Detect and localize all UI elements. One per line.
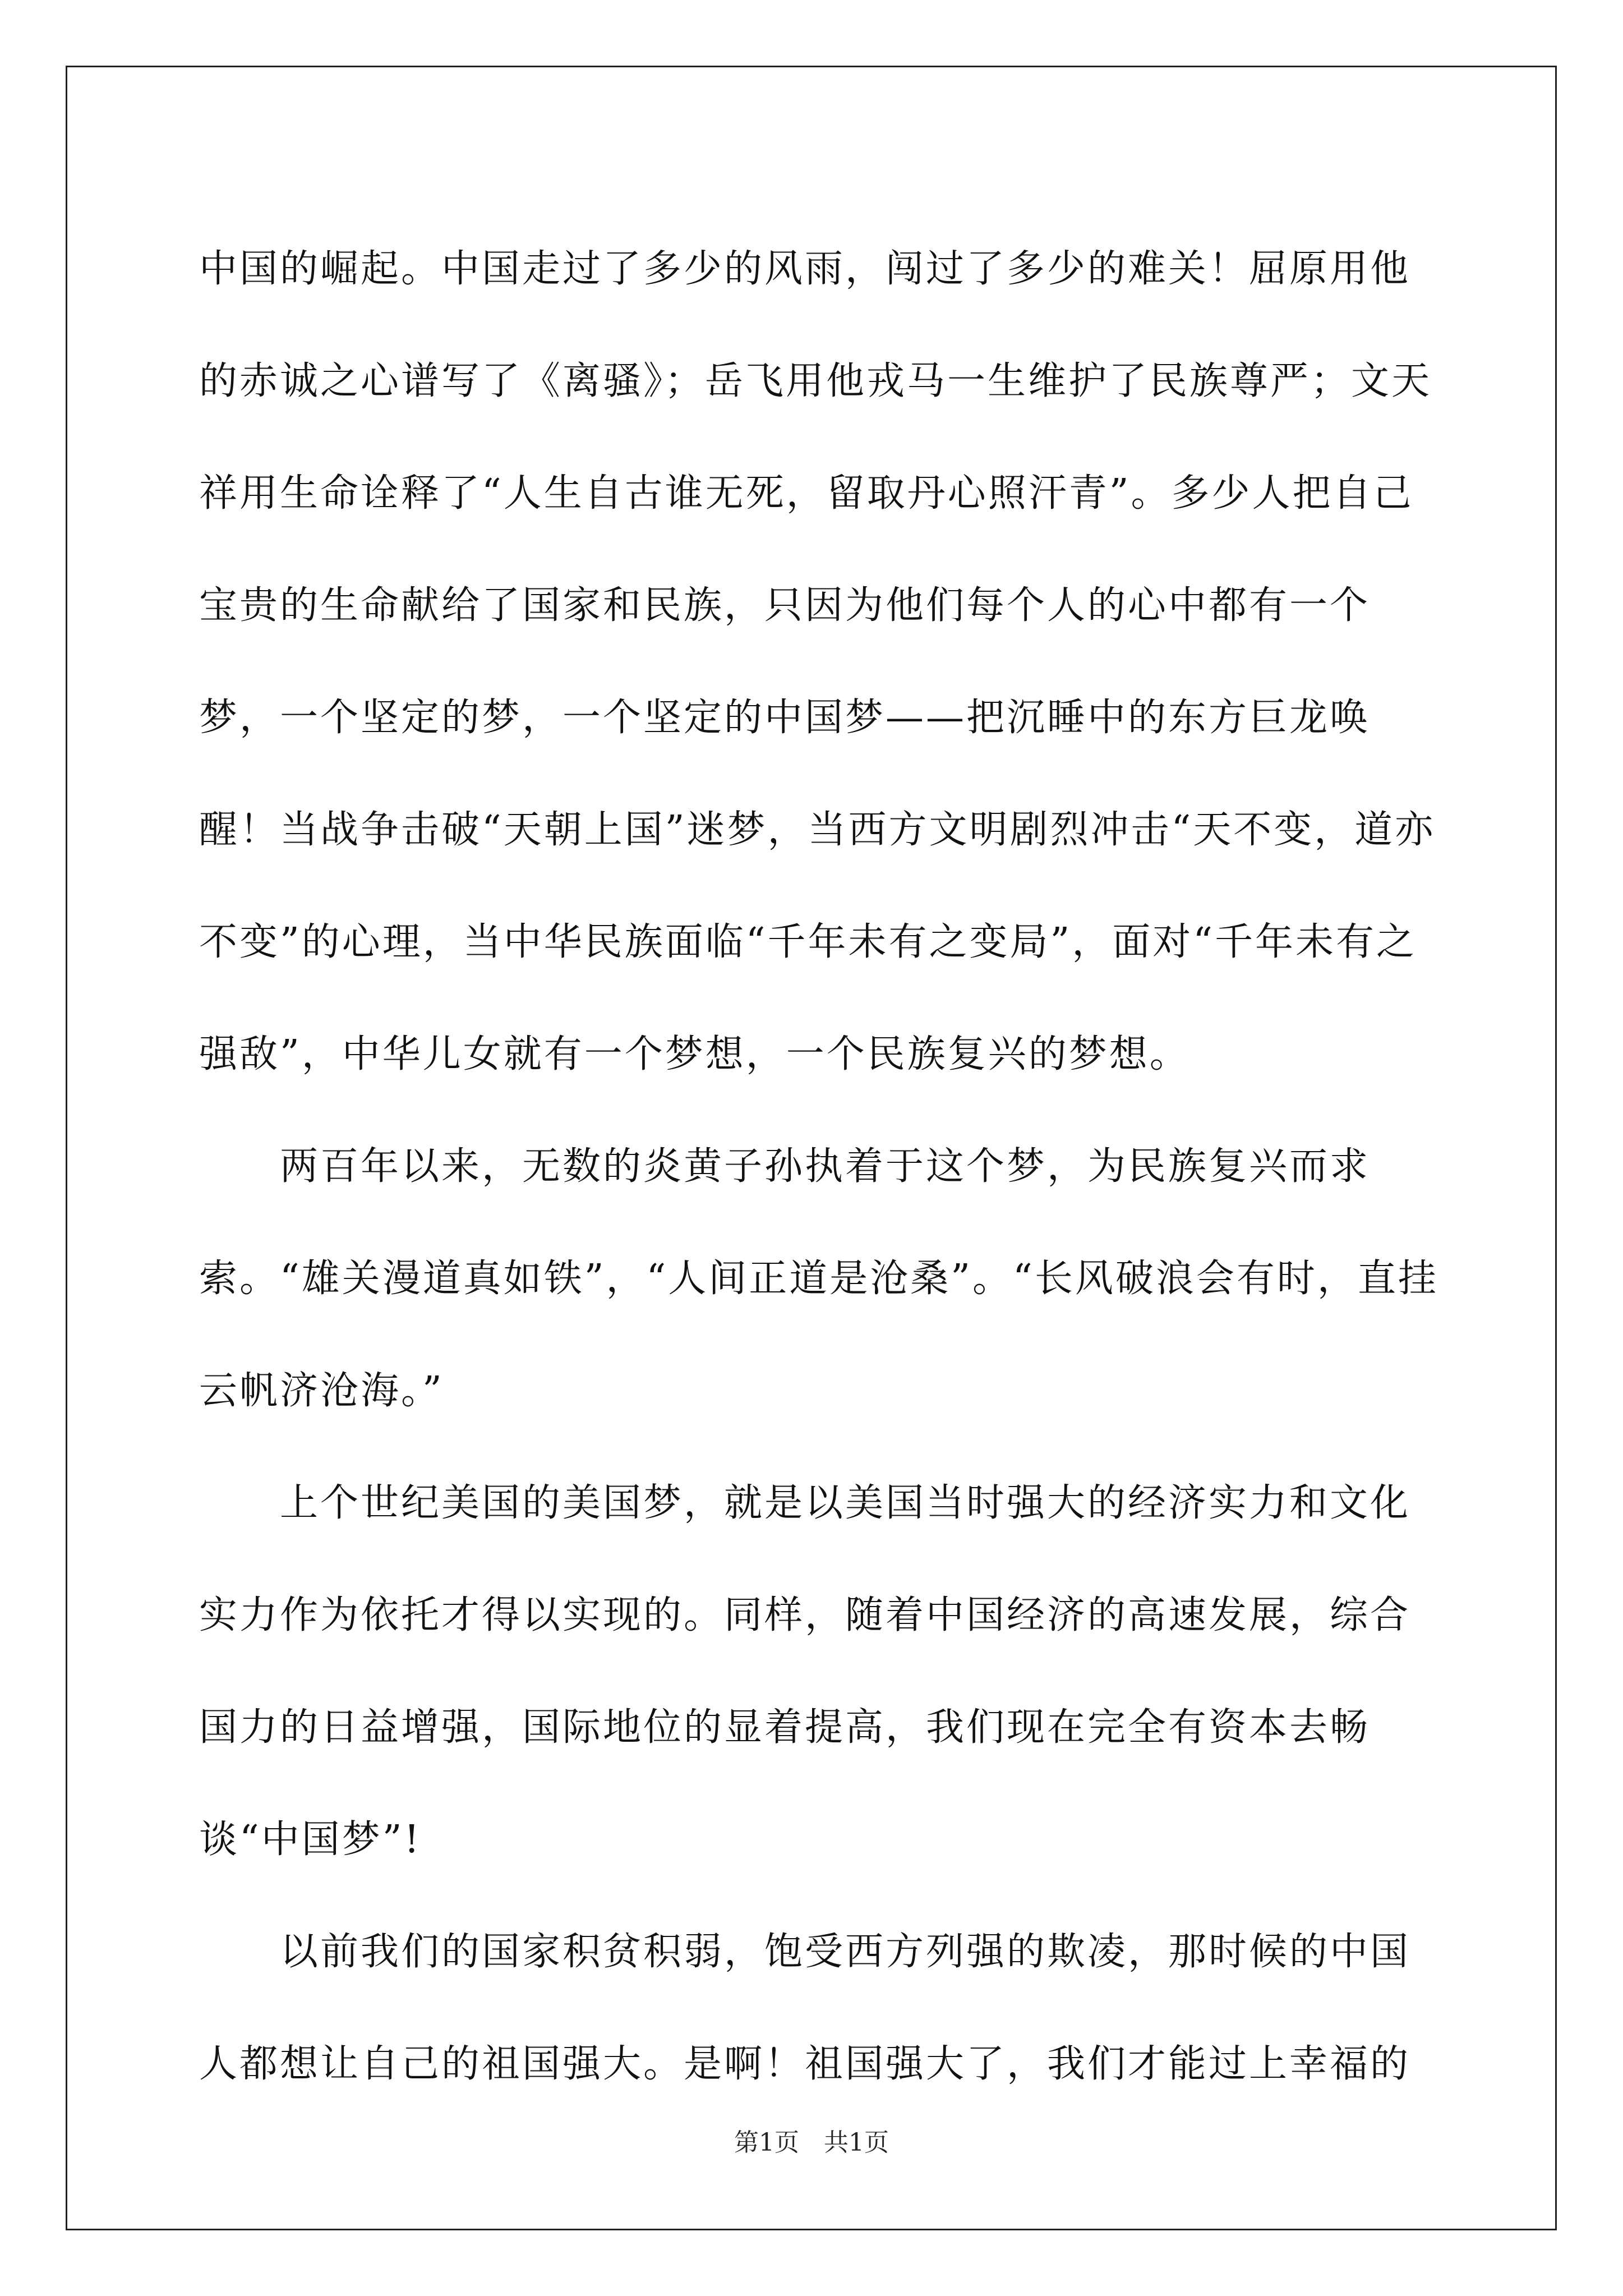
document-body [199,213,1450,2120]
paragraph-3: 上个世纪美国的美国梦，就是以美国当时强大的经济实力和文化实力作为依托才得以实现的。同样，随着中国经济的高速发展，综合国力的日益增强，国际地位的显着提高，我们现在完全有资本去畅谈“中国梦”! [199,1481,1411,1862]
paragraph-2: 两百年以来，无数的炎黄子孙执着于这个梦，为民族复兴而求索。“雄关漫道真如铁”，“人间正道是沧桑”。“长风破浪会有时，直挂云帆济沧海。” [199,1144,1438,1413]
page-number-footer: 第1页 共1页 [734,2128,889,2157]
paragraph-4: 以前我们的国家积贫积弱，饱受西方列强的欺凌，那时候的中国人都想让自己的祖国强大。是啊！祖国强大了，我们才能过上幸福的 [199,1930,1411,2086]
paragraph-1: 中国的崛起。中国走过了多少的风雨，闯过了多少的难关！屈原用他的赤诚之心谱写了《离骚》；岳飞用他戎马一生维护了民族尊严；文天祥用生命诠释了“人生自古谁无死，留取丹心照汗青”。多少人把自己宝贵的生命献给了国家和民族，只因为他们每个人的心中都有一个梦，一个坚定的梦，一个坚定的中国梦——把沉睡中的东方巨龙唤醒！当战争击破“天朝上国”迷梦，当西方文明剧烈冲击“天不变，道亦不变”的心理，当中华民族面临“千年未有之变局”，面对“千年未有之强敌”，中华儿女就有一个梦想，一个民族复兴的梦想。 [199,247,1436,1076]
